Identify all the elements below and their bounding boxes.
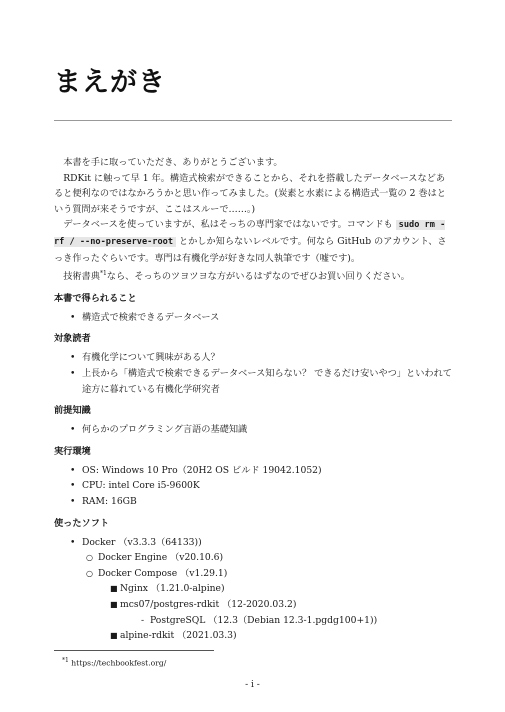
heading-gain: 本書で得られること	[54, 292, 137, 304]
square-bullet-icon: ■	[110, 584, 118, 594]
list-item-text: 構造式で検索できるデータベース	[82, 311, 220, 323]
list-item-text: 有機化学について興味がある人？	[82, 352, 220, 364]
software-list	[54, 535, 452, 644]
intro-paragraph-1: 本書を手に取っていただき、ありがとうございます。	[63, 157, 283, 168]
list-item-text: PostgreSQL （12.3（Debian 12.3-1.pgdg100+1))	[150, 614, 378, 626]
list-item-text: Docker Compose （v1.29.1)	[98, 567, 228, 579]
heading-software: 使ったソフト	[54, 517, 110, 529]
list-item-text: Docker （v3.3.3（64133))	[82, 536, 202, 548]
footnote-ref: *1	[99, 270, 107, 278]
list-item-text: OS: Windows 10 Pro（20H2 OS ビルド 19042.1052)	[82, 464, 322, 476]
list-item-text: Nginx （1.21.0-alpine)	[120, 583, 225, 595]
square-bullet-icon: ■	[110, 599, 118, 609]
bullet-icon: •	[70, 368, 76, 379]
list-item-text: RAM: 16GB	[82, 495, 137, 507]
list-item	[54, 581, 452, 597]
heading-prereq: 前提知識	[54, 405, 91, 417]
intro-p4-before: 技術書典	[63, 271, 100, 283]
bullet-icon: •	[70, 464, 76, 476]
list-item-text: CPU: intel Core i5-9600K	[82, 480, 200, 492]
circle-bullet-icon: ○	[86, 568, 93, 578]
intro-paragraph-4	[54, 266, 452, 285]
list-item	[54, 628, 452, 644]
footnote-mark: *1	[62, 657, 69, 664]
list-item	[54, 494, 452, 510]
audience-list	[54, 350, 452, 397]
intro-p4-after: なら、そっちのツヨツヨな方がいるはずなのでぜひお買い回りください。	[106, 271, 410, 283]
gain-list	[54, 310, 452, 326]
footnote	[62, 655, 166, 669]
list-item	[54, 422, 452, 438]
bullet-icon: •	[70, 352, 76, 364]
footnote-divider	[54, 650, 214, 651]
list-item	[54, 550, 452, 566]
env-list	[54, 463, 452, 510]
body-text	[54, 155, 452, 644]
square-bullet-icon: ■	[110, 631, 118, 641]
intro-paragraph-2: RDKit に触って早 1 年。構造式検索ができることから、それを搭載したデータベースなどあると便利なのではなかろうかと思い作ってみました。(炭素と水素による構造式一覧の 2 巻はという質問が来そうですが、ここはスルーで……。)	[54, 172, 446, 215]
inline-command: sudo rm -rf / --no-preserve-root	[54, 220, 446, 247]
footnote-url: https://techbookfest.org/	[71, 658, 167, 668]
list-item-text: 何らかのプログラミング言語の基礎知識	[82, 424, 248, 436]
list-item	[54, 613, 452, 629]
intro-p3-after: とかしか知らないレベルです。何なら GitHub のアカウント、さっき作ったぐらいです。専門は有機化学が好きな同人執筆です（嘘です)。	[54, 235, 447, 264]
list-item-text: 上長から「構造式で検索できるデータベース知らない？ できるだけ安いやつ」といわれて途方に暮れている有機化学研究者	[82, 368, 452, 395]
bullet-icon: •	[70, 424, 76, 436]
list-item	[54, 566, 452, 582]
dash-bullet-icon: -	[141, 614, 145, 626]
list-item	[54, 478, 452, 494]
list-item	[54, 597, 452, 613]
page-number: - i -	[245, 680, 260, 690]
list-item	[54, 310, 452, 326]
intro-paragraph-3	[54, 217, 452, 266]
prereq-list	[54, 422, 452, 438]
heading-audience: 対象読者	[54, 333, 91, 345]
title-divider	[54, 120, 452, 121]
bullet-icon: •	[70, 311, 76, 323]
list-item	[54, 366, 452, 397]
intro-p3-before: データベースを使っていますが、私はそっちの専門家ではないです。コマンドも	[63, 219, 393, 231]
page-title: まえがき	[54, 67, 166, 98]
list-item	[54, 535, 452, 551]
bullet-icon: •	[70, 495, 76, 507]
list-item	[54, 463, 452, 479]
circle-bullet-icon: ○	[86, 553, 93, 563]
heading-env: 実行環境	[54, 445, 91, 457]
list-item-text: mcs07/postgres-rdkit （12-2020.03.2)	[120, 598, 297, 610]
list-item	[54, 350, 452, 366]
bullet-icon: •	[70, 480, 76, 492]
bullet-icon: •	[70, 536, 76, 548]
list-item-text: alpine-rdkit （2021.03.3)	[120, 630, 237, 642]
list-item-text: Docker Engine （v20.10.6)	[98, 552, 224, 564]
